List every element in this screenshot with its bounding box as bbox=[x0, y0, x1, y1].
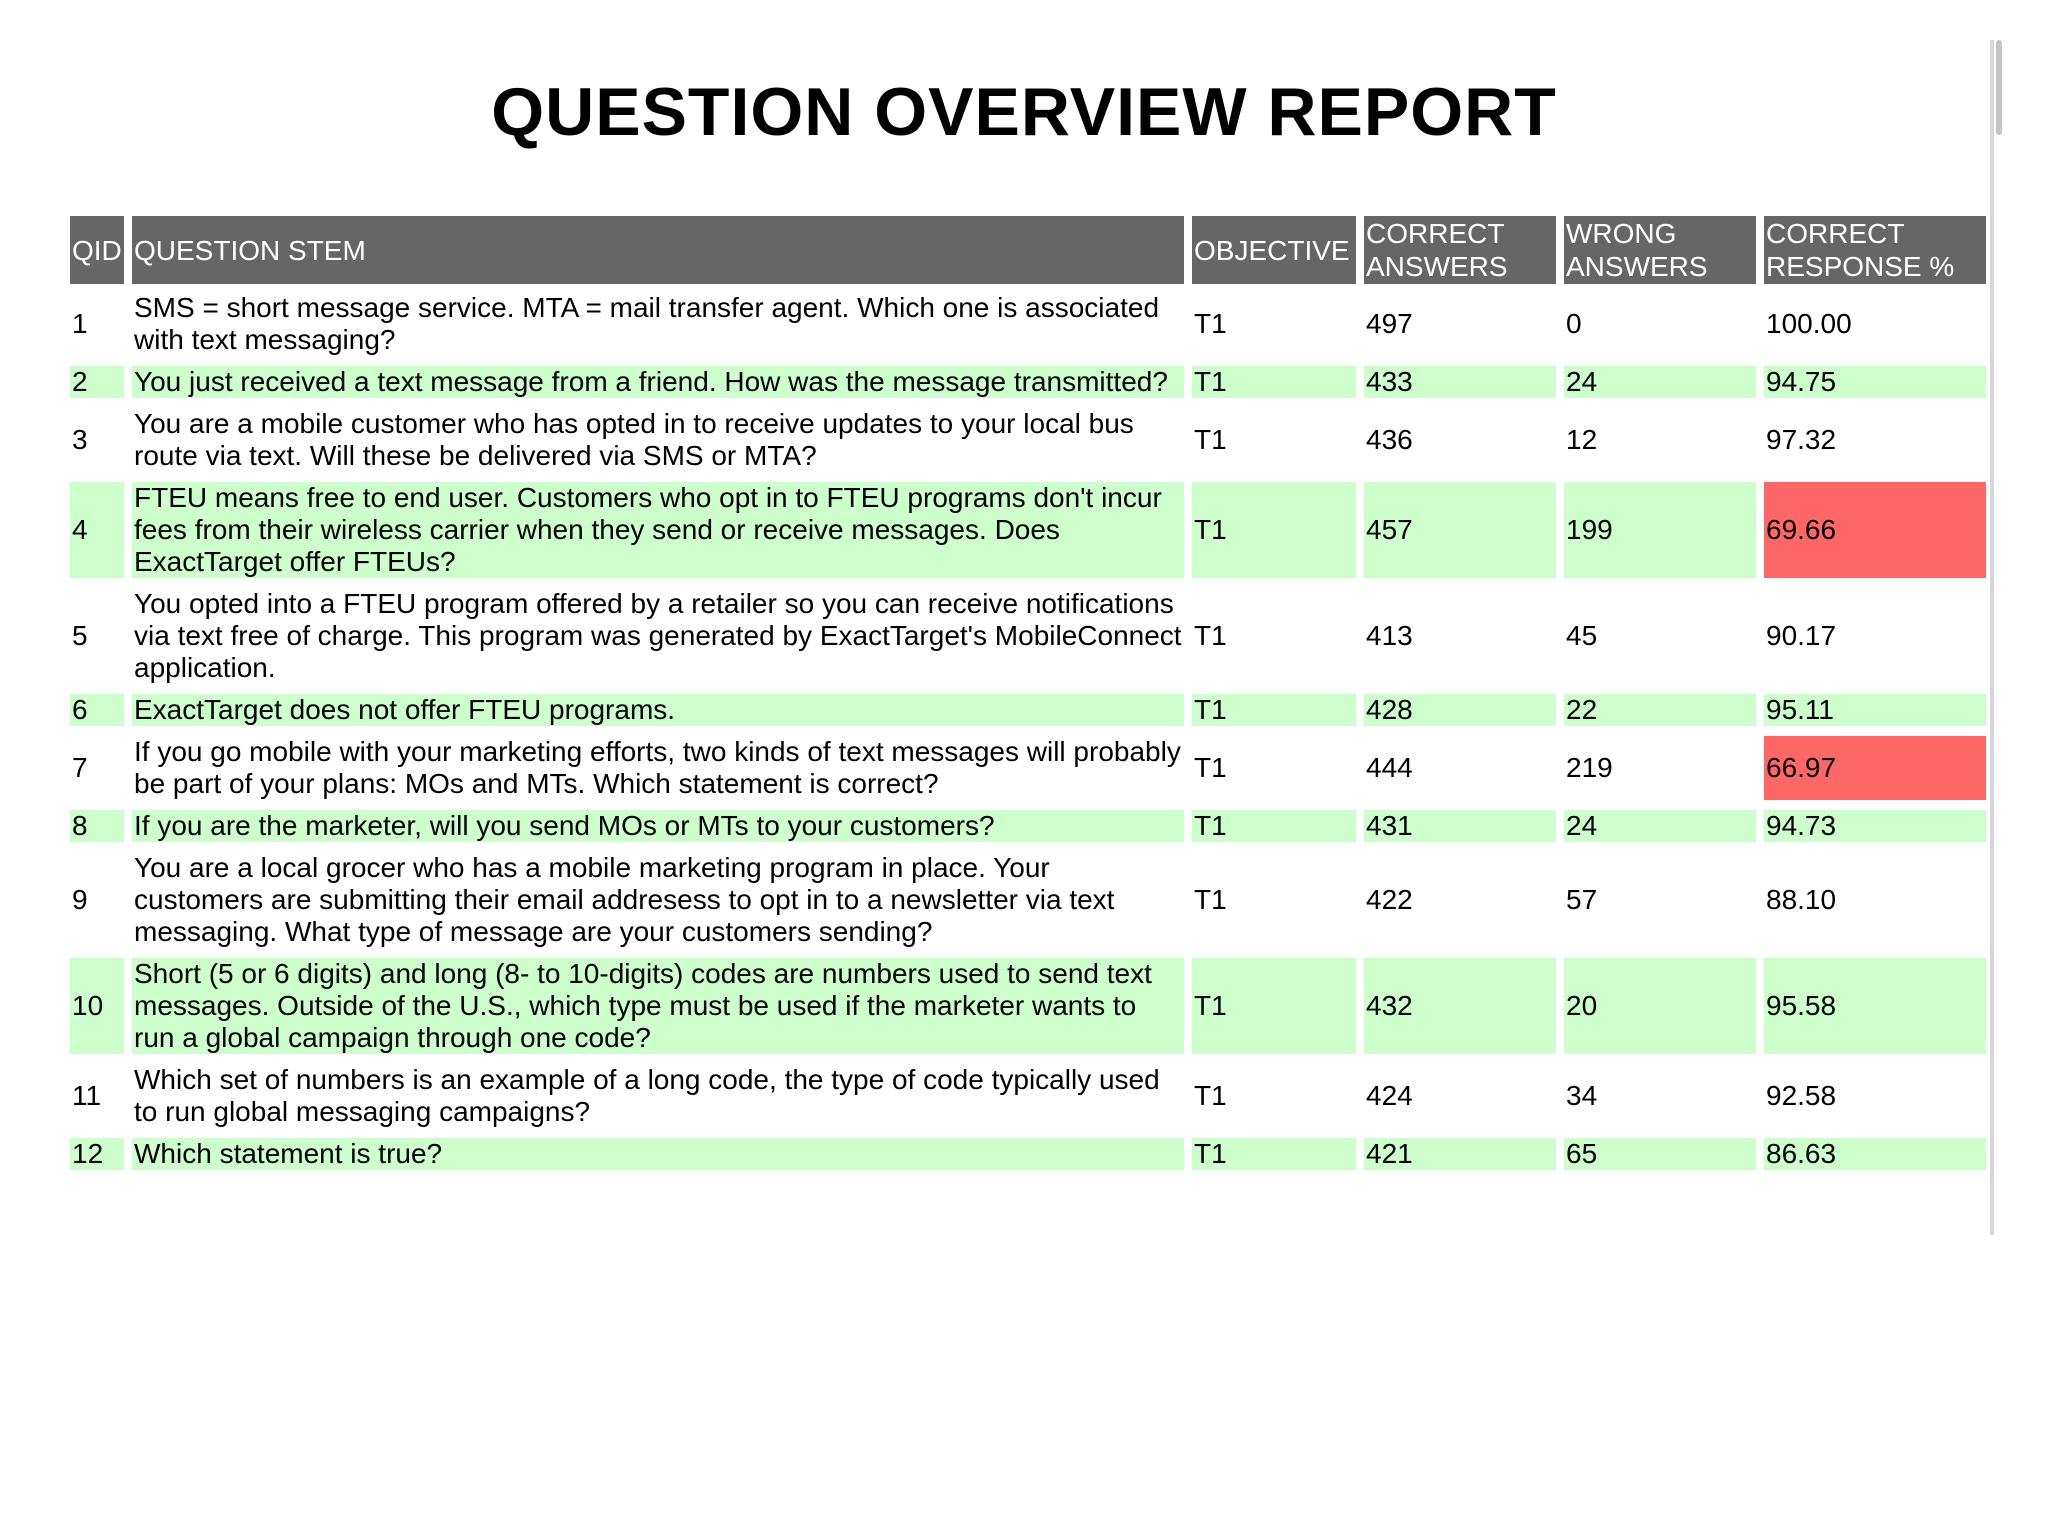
correct-answers-cell: 444 bbox=[1364, 736, 1556, 810]
table-header-row bbox=[70, 216, 1986, 292]
correct-answers-cell: 413 bbox=[1364, 588, 1556, 694]
correct-answers-cell: 422 bbox=[1364, 852, 1556, 958]
qid-cell: 11 bbox=[70, 1064, 124, 1138]
objective-cell: T1 bbox=[1192, 1064, 1356, 1138]
question-stem-cell: FTEU means free to end user. Customers who opt in to FTEU programs don't incur fees from their wireless carrier when they send or receive messages. Does ExactTarget offer FTEUs? bbox=[132, 482, 1184, 588]
correct-response-pct-cell: 92.58 bbox=[1764, 1064, 1986, 1138]
question-stem-cell: If you go mobile with your marketing efforts, two kinds of text messages will probably be part of your plans: MOs and MTs. Which statement is correct? bbox=[132, 736, 1184, 810]
wrong-answers-cell: 20 bbox=[1564, 958, 1756, 1064]
correct-answers-cell: 431 bbox=[1364, 810, 1556, 852]
objective-cell: T1 bbox=[1192, 366, 1356, 408]
qid-cell: 4 bbox=[70, 482, 124, 588]
correct-response-pct-cell: 86.63 bbox=[1764, 1138, 1986, 1180]
qid-cell: 6 bbox=[70, 694, 124, 736]
correct-answers-cell: 497 bbox=[1364, 292, 1556, 366]
correct-answers-cell: 433 bbox=[1364, 366, 1556, 408]
qid-cell: 9 bbox=[70, 852, 124, 958]
question-stem-cell: You are a local grocer who has a mobile marketing program in place. Your customers are submitting their email addresess to opt in to a newsletter via text messaging. What type of message are your customers sending? bbox=[132, 852, 1184, 958]
column-header-wrong-answers: WRONG ANSWERS bbox=[1564, 216, 1756, 292]
table-row bbox=[70, 292, 1986, 366]
question-overview-table bbox=[62, 216, 1994, 1180]
question-stem-cell: You are a mobile customer who has opted in to receive updates to your local bus route via text. Will these be delivered via SMS or MTA? bbox=[132, 408, 1184, 482]
report-title: QUESTION OVERVIEW REPORT bbox=[491, 74, 1557, 150]
correct-answers-cell: 421 bbox=[1364, 1138, 1556, 1180]
objective-cell: T1 bbox=[1192, 408, 1356, 482]
qid-cell: 12 bbox=[70, 1138, 124, 1180]
objective-cell: T1 bbox=[1192, 482, 1356, 588]
table-row bbox=[70, 482, 1986, 588]
wrong-answers-cell: 57 bbox=[1564, 852, 1756, 958]
qid-cell: 10 bbox=[70, 958, 124, 1064]
table-row bbox=[70, 1064, 1986, 1138]
column-header-correct-response-pct: CORRECT RESPONSE % bbox=[1764, 216, 1986, 292]
wrong-answers-cell: 12 bbox=[1564, 408, 1756, 482]
correct-answers-cell: 432 bbox=[1364, 958, 1556, 1064]
wrong-answers-cell: 24 bbox=[1564, 366, 1756, 408]
question-stem-cell: Which set of numbers is an example of a long code, the type of code typically used to run global messaging campaigns? bbox=[132, 1064, 1184, 1138]
correct-response-pct-cell: 95.58 bbox=[1764, 958, 1986, 1064]
wrong-answers-cell: 199 bbox=[1564, 482, 1756, 588]
correct-answers-cell: 457 bbox=[1364, 482, 1556, 588]
objective-cell: T1 bbox=[1192, 958, 1356, 1064]
question-stem-cell: ExactTarget does not offer FTEU programs. bbox=[132, 694, 1184, 736]
qid-cell: 8 bbox=[70, 810, 124, 852]
table-row bbox=[70, 588, 1986, 694]
table-row bbox=[70, 1138, 1986, 1180]
objective-cell: T1 bbox=[1192, 588, 1356, 694]
correct-answers-cell: 424 bbox=[1364, 1064, 1556, 1138]
correct-response-pct-cell: 95.11 bbox=[1764, 694, 1986, 736]
column-header-correct-answers: CORRECT ANSWERS bbox=[1364, 216, 1556, 292]
question-stem-cell: You just received a text message from a friend. How was the message transmitted? bbox=[132, 366, 1184, 408]
wrong-answers-cell: 22 bbox=[1564, 694, 1756, 736]
column-header-objective: OBJECTIVE bbox=[1192, 216, 1356, 292]
correct-response-pct-cell: 88.10 bbox=[1764, 852, 1986, 958]
wrong-answers-cell: 45 bbox=[1564, 588, 1756, 694]
table-row bbox=[70, 408, 1986, 482]
qid-cell: 1 bbox=[70, 292, 124, 366]
objective-cell: T1 bbox=[1192, 810, 1356, 852]
correct-response-pct-cell: 94.73 bbox=[1764, 810, 1986, 852]
objective-cell: T1 bbox=[1192, 292, 1356, 366]
qid-cell: 5 bbox=[70, 588, 124, 694]
objective-cell: T1 bbox=[1192, 1138, 1356, 1180]
table-row bbox=[70, 694, 1986, 736]
correct-response-pct-cell: 97.32 bbox=[1764, 408, 1986, 482]
question-stem-cell: If you are the marketer, will you send MOs or MTs to your customers? bbox=[132, 810, 1184, 852]
wrong-answers-cell: 219 bbox=[1564, 736, 1756, 810]
correct-response-pct-cell-low: 69.66 bbox=[1764, 482, 1986, 588]
table-row bbox=[70, 366, 1986, 408]
table-row bbox=[70, 810, 1986, 852]
objective-cell: T1 bbox=[1192, 736, 1356, 810]
column-header-qid: QID bbox=[70, 216, 124, 292]
qid-cell: 3 bbox=[70, 408, 124, 482]
qid-cell: 2 bbox=[70, 366, 124, 408]
wrong-answers-cell: 24 bbox=[1564, 810, 1756, 852]
wrong-answers-cell: 34 bbox=[1564, 1064, 1756, 1138]
objective-cell: T1 bbox=[1192, 694, 1356, 736]
objective-cell: T1 bbox=[1192, 852, 1356, 958]
table-row bbox=[70, 958, 1986, 1064]
question-stem-cell: SMS = short message service. MTA = mail transfer agent. Which one is associated with text messaging? bbox=[132, 292, 1184, 366]
qid-cell: 7 bbox=[70, 736, 124, 810]
column-header-question-stem: QUESTION STEM bbox=[132, 216, 1184, 292]
question-stem-cell: Which statement is true? bbox=[132, 1138, 1184, 1180]
correct-response-pct-cell: 94.75 bbox=[1764, 366, 1986, 408]
table-row bbox=[70, 736, 1986, 810]
wrong-answers-cell: 0 bbox=[1564, 292, 1756, 366]
correct-answers-cell: 428 bbox=[1364, 694, 1556, 736]
question-stem-cell: You opted into a FTEU program offered by a retailer so you can receive notifications via text free of charge. This program was generated by ExactTarget's MobileConnect application. bbox=[132, 588, 1184, 694]
wrong-answers-cell: 65 bbox=[1564, 1138, 1756, 1180]
table-row bbox=[70, 852, 1986, 958]
correct-answers-cell: 436 bbox=[1364, 408, 1556, 482]
question-stem-cell: Short (5 or 6 digits) and long (8- to 10-digits) codes are numbers used to send text messages. Outside of the U.S., which type must be used if the marketer wants to run a global campaign through one code? bbox=[132, 958, 1184, 1064]
correct-response-pct-cell: 90.17 bbox=[1764, 588, 1986, 694]
correct-response-pct-cell-low: 66.97 bbox=[1764, 736, 1986, 810]
correct-response-pct-cell: 100.00 bbox=[1764, 292, 1986, 366]
